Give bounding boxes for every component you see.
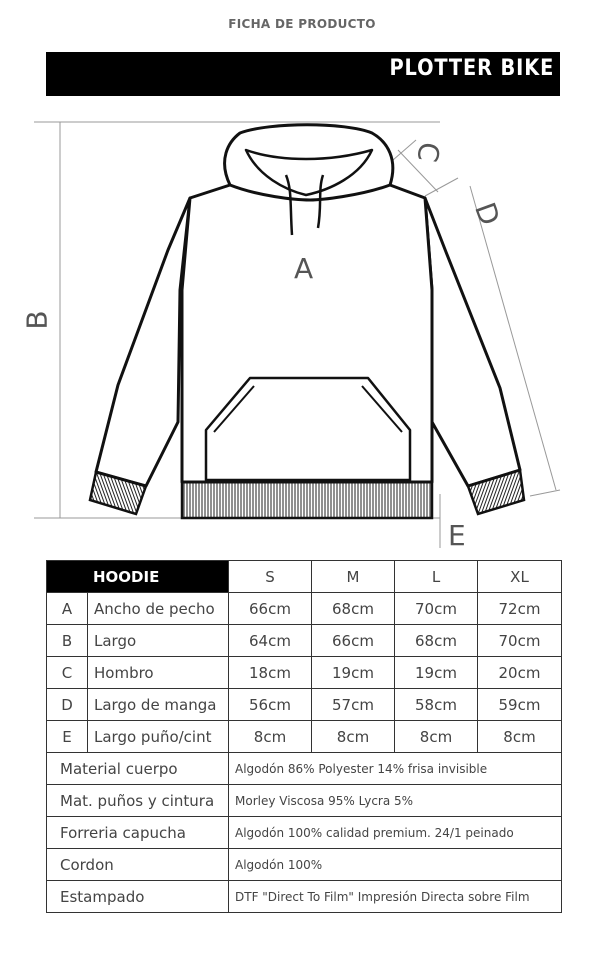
measure-value: 68cm <box>395 625 478 657</box>
material-row <box>47 785 562 817</box>
material-label: Material cuerpo <box>47 753 229 785</box>
material-label: Cordon <box>47 849 229 881</box>
table-title: HOODIE <box>47 561 229 593</box>
measure-name: Largo <box>88 625 229 657</box>
dimension-label-d: D <box>468 198 507 230</box>
measure-value: 8cm <box>312 721 395 753</box>
material-row <box>47 817 562 849</box>
measure-value: 66cm <box>312 625 395 657</box>
brand-name: PLOTTER BIKE <box>389 56 554 81</box>
measure-value: 68cm <box>312 593 395 625</box>
measure-value: 59cm <box>478 689 562 721</box>
measure-code: B <box>47 625 88 657</box>
measure-value: 56cm <box>229 689 312 721</box>
measure-name: Ancho de pecho <box>88 593 229 625</box>
size-header: XL <box>478 561 562 593</box>
document-title: FICHA DE PRODUCTO <box>228 17 376 31</box>
material-label: Mat. puños y cintura <box>47 785 229 817</box>
material-row <box>47 849 562 881</box>
material-value: Algodón 100% calidad premium. 24/1 peinado <box>229 817 562 849</box>
measure-code: D <box>47 689 88 721</box>
measure-value: 57cm <box>312 689 395 721</box>
table-row <box>47 625 562 657</box>
brand-bar <box>46 52 560 96</box>
size-header: L <box>395 561 478 593</box>
dimension-label-a: A <box>294 252 314 285</box>
dimension-label-c: C <box>410 139 447 165</box>
measure-value: 8cm <box>395 721 478 753</box>
material-label: Estampado <box>47 881 229 913</box>
waistband <box>182 482 432 518</box>
measure-value: 8cm <box>229 721 312 753</box>
dimension-label-b: B <box>20 310 54 330</box>
measure-name: Hombro <box>88 657 229 689</box>
size-table <box>46 560 562 913</box>
measure-value: 8cm <box>478 721 562 753</box>
measure-value: 72cm <box>478 593 562 625</box>
measure-value: 20cm <box>478 657 562 689</box>
table-row <box>47 593 562 625</box>
dimension-label-e: E <box>448 519 466 552</box>
measure-value: 58cm <box>395 689 478 721</box>
table-row <box>47 689 562 721</box>
material-value: DTF "Direct To Film" Impresión Directa sobre Film <box>229 881 562 913</box>
measure-value: 64cm <box>229 625 312 657</box>
material-value: Morley Viscosa 95% Lycra 5% <box>229 785 562 817</box>
material-value: Algodón 100% <box>229 849 562 881</box>
measure-code: C <box>47 657 88 689</box>
measure-name: Largo de manga <box>88 689 229 721</box>
measure-value: 18cm <box>229 657 312 689</box>
material-row <box>47 881 562 913</box>
table-header-row <box>47 561 562 593</box>
size-header: M <box>312 561 395 593</box>
size-header: S <box>229 561 312 593</box>
measure-value: 19cm <box>312 657 395 689</box>
measure-name: Largo puño/cint <box>88 721 229 753</box>
measure-code: E <box>47 721 88 753</box>
measure-value: 19cm <box>395 657 478 689</box>
material-label: Forreria capucha <box>47 817 229 849</box>
measure-code: A <box>47 593 88 625</box>
material-value: Algodón 86% Polyester 14% frisa invisible <box>229 753 562 785</box>
material-row <box>47 753 562 785</box>
measure-value: 70cm <box>478 625 562 657</box>
table-row <box>47 721 562 753</box>
measure-value: 66cm <box>229 593 312 625</box>
hoodie-diagram <box>0 100 604 555</box>
measure-value: 70cm <box>395 593 478 625</box>
table-row <box>47 657 562 689</box>
